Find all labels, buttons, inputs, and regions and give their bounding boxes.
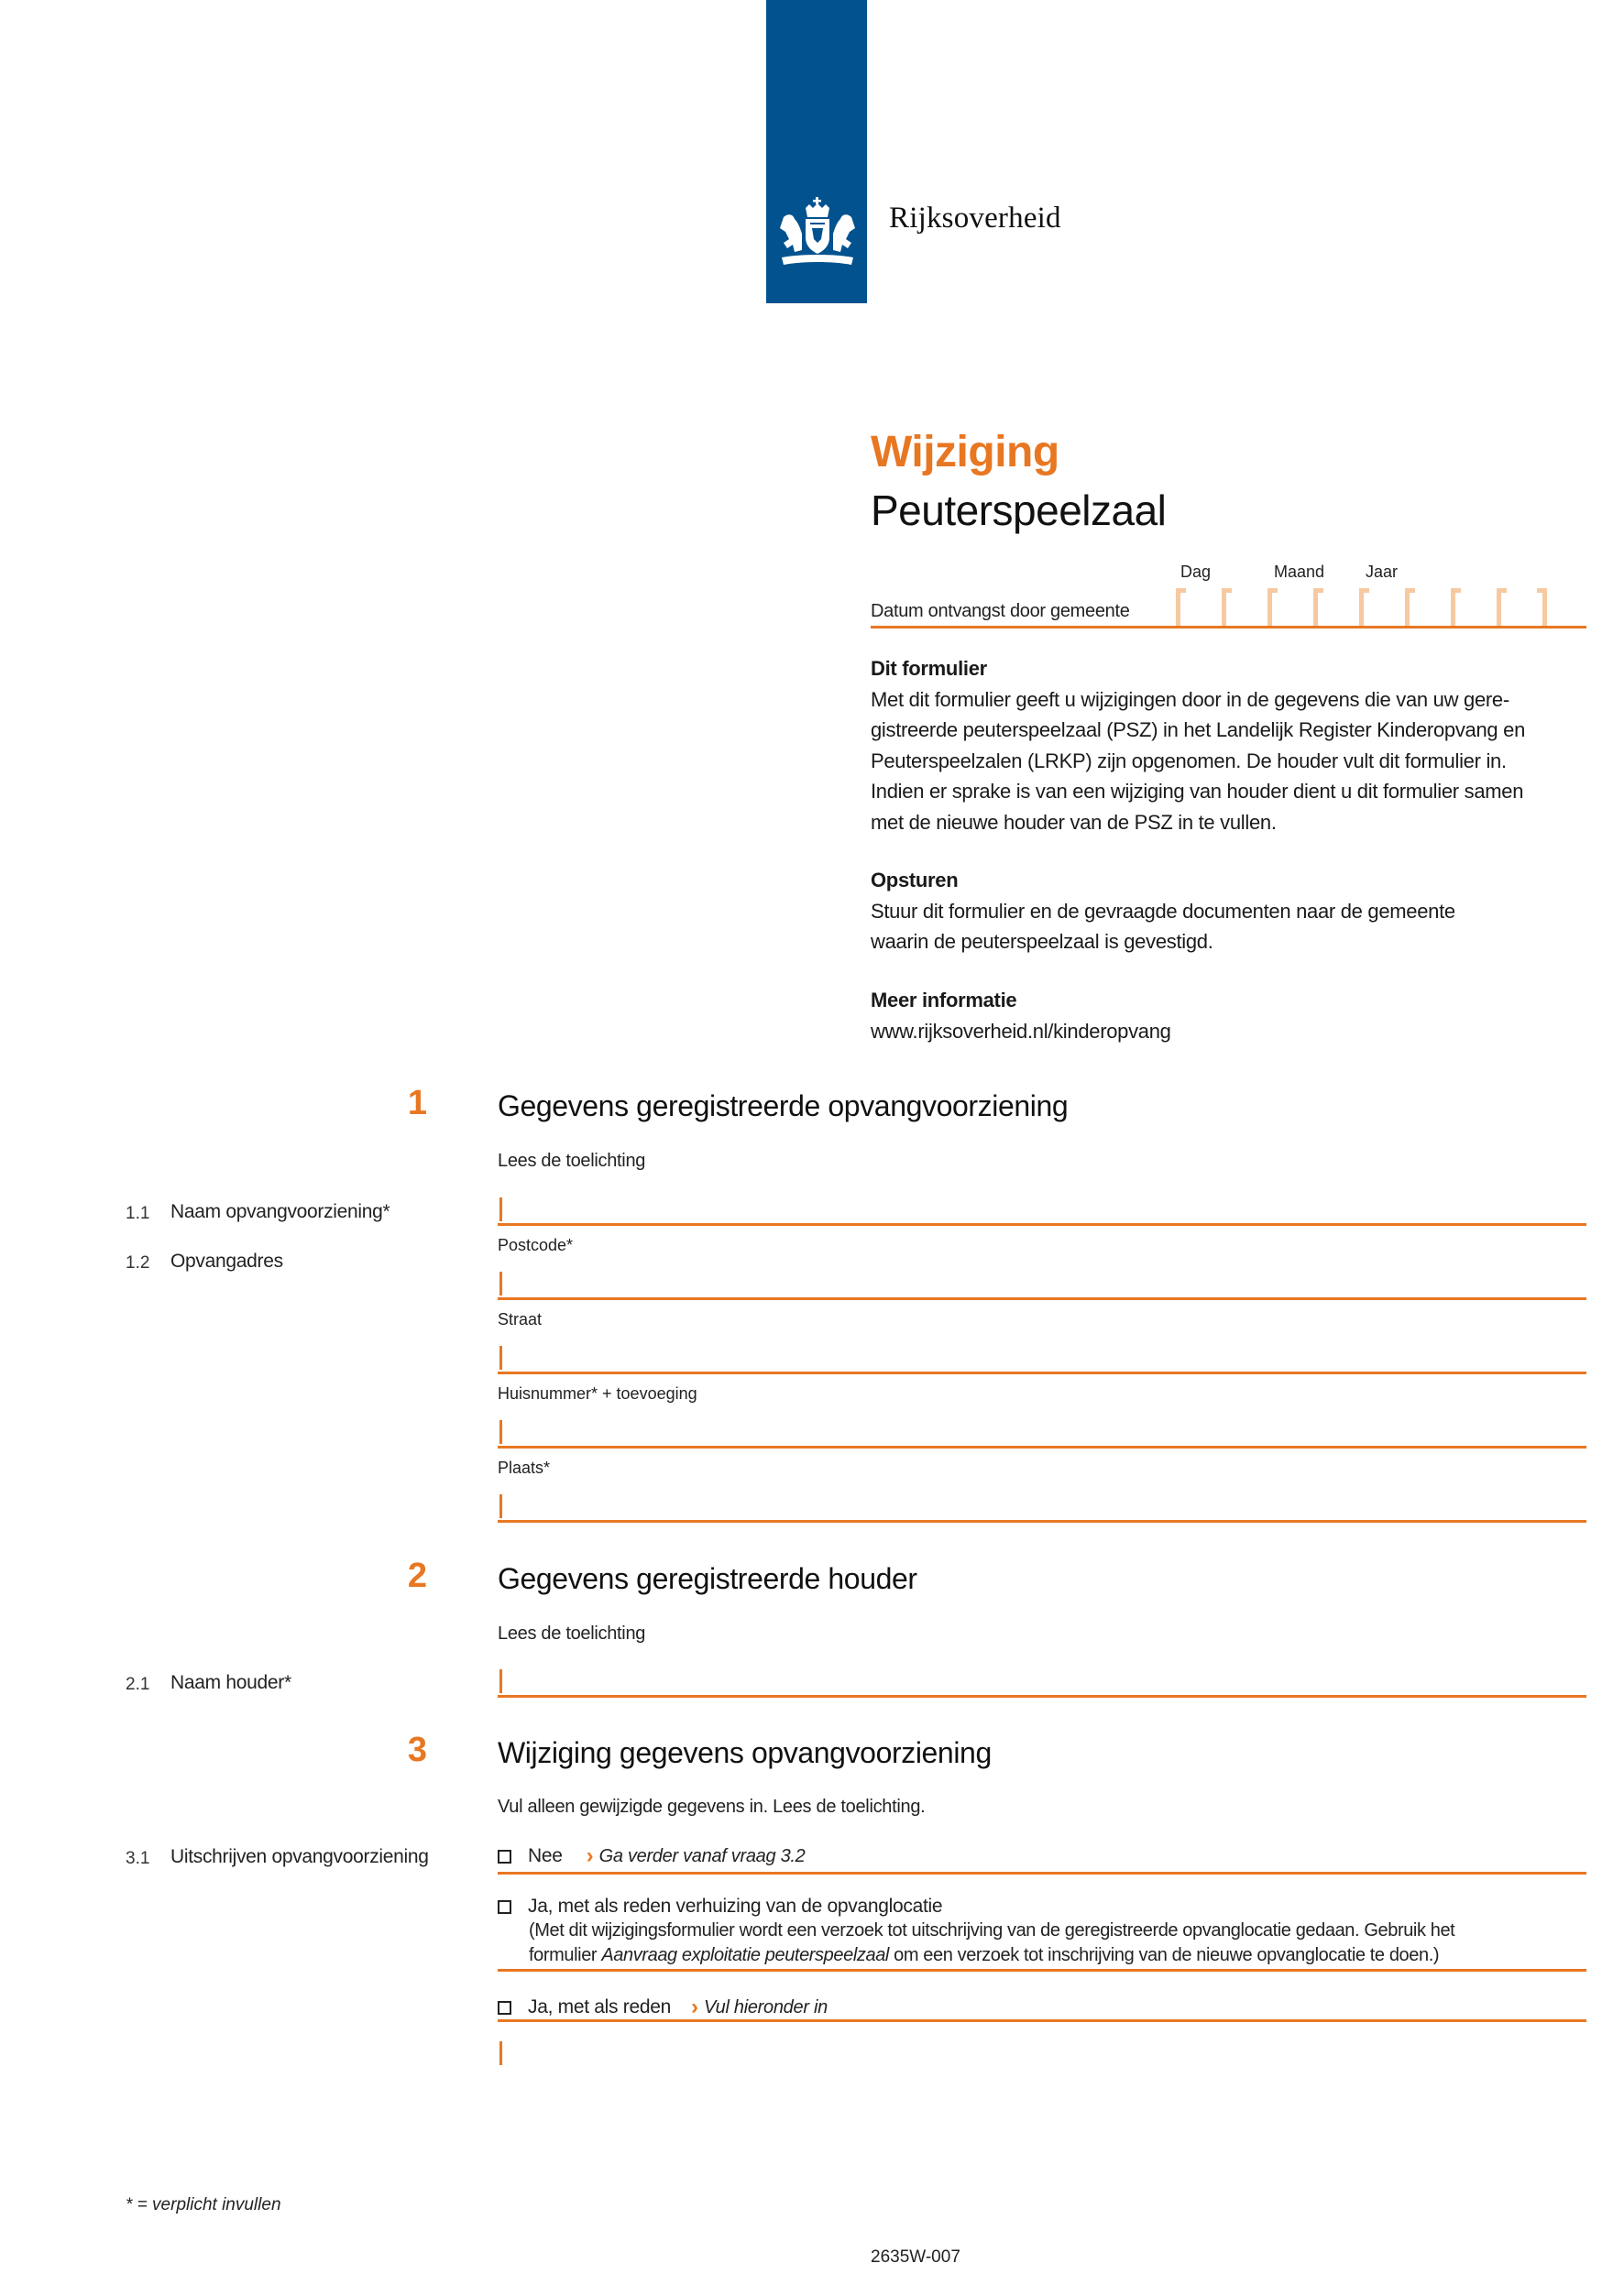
intro-form-text-line: Indien er sprake is van een wijziging van houder dient u dit formulier samen (871, 780, 1524, 803)
postcode-label: Postcode* (498, 1236, 574, 1254)
note-text: om een verzoek tot inschrijving van de nieuwe opvanglocatie te doen.) (888, 1945, 1440, 1965)
holder-name-input[interactable] (498, 1667, 1586, 1695)
date-underline (871, 626, 1586, 629)
option-nee[interactable] (498, 1842, 805, 1870)
document-code: 2635W-007 (871, 2247, 960, 2267)
field-underline (498, 1223, 1586, 1226)
date-month-label: Maand (1274, 563, 1325, 581)
intro-form-block (871, 653, 1595, 837)
option-ja-verhuizing[interactable] (498, 1893, 942, 1920)
date-day-input[interactable] (1176, 586, 1267, 627)
date-received-label: Datum ontvangst door gemeente (871, 601, 1130, 621)
field-marker (499, 1272, 502, 1296)
intro-send-text-line: waarin de peuterspeelzaal is gevestigd. (871, 930, 1213, 953)
reason-input[interactable] (498, 2039, 1586, 2072)
checkbox-nee[interactable] (498, 1850, 511, 1864)
intro-send-block (871, 865, 1595, 957)
facility-name-input[interactable] (498, 1196, 1586, 1223)
date-box-divider (1176, 588, 1180, 627)
field-marker (499, 1494, 502, 1518)
field-marker (499, 1669, 502, 1693)
field-underline (498, 1297, 1586, 1300)
question-number: 1.1 (126, 1204, 150, 1223)
house-number-input[interactable] (498, 1418, 1586, 1446)
city-input[interactable] (498, 1492, 1586, 1520)
option-label: Ja, met als reden (528, 1996, 671, 2017)
question-label: Uitschrijven opvangvoorziening (170, 1846, 429, 1867)
postcode-input[interactable] (498, 1270, 1586, 1297)
option-ja-reden[interactable] (498, 1994, 828, 2021)
date-box-divider (1313, 588, 1318, 627)
option-note-line (529, 1943, 1583, 1968)
intro-send-heading: Opsturen (871, 869, 959, 891)
street-input[interactable] (498, 1344, 1586, 1372)
section-title: Gegevens geregistreerde houder (498, 1562, 917, 1595)
date-month-input[interactable] (1267, 586, 1359, 627)
section-title: Gegevens geregistreerde opvangvoorziening (498, 1089, 1069, 1122)
date-box-divider (1405, 588, 1410, 627)
question-number: 3.1 (126, 1849, 150, 1868)
required-footnote: * = verplicht invullen (126, 2195, 281, 2214)
date-box-divider (1267, 588, 1272, 627)
intro-info-block (871, 985, 1595, 1046)
question-label: Naam houder* (170, 1672, 291, 1693)
chevron-right-icon: › (586, 1843, 594, 1868)
option-note-line: (Met dit wijzigingsformulier wordt een verzoek tot uitschrijving van de geregistreerde opvanglocatie gedaan. Gebruik het (529, 1920, 1455, 1941)
option-hint: Vul hieronder in (703, 1996, 828, 2017)
logo-text: Rijksoverheid (889, 202, 1061, 235)
form-title-primary: Wijziging (871, 428, 1059, 476)
intro-info-heading: Meer informatie (871, 989, 1017, 1011)
section-number: 3 (407, 1731, 427, 1769)
question-label: Naam opvangvoorziening* (170, 1201, 390, 1222)
field-underline (498, 1372, 1586, 1374)
info-link[interactable]: www.rijksoverheid.nl/kinderopvang (871, 1019, 1171, 1043)
coat-of-arms-icon (774, 197, 861, 270)
section-subtitle: Vul alleen gewijzigde gegevens in. Lees de toelichting. (498, 1797, 926, 1817)
option-note (529, 1919, 1583, 1968)
field-underline (498, 1695, 1586, 1698)
date-box-divider (1359, 588, 1364, 627)
intro-form-text-line: Met dit formulier geeft u wijzigingen door in de gegevens die van uw gere- (871, 687, 1509, 711)
option-underline (498, 1872, 1586, 1875)
question-number: 1.2 (126, 1253, 150, 1273)
intro-form-text-line: Peuterspeelzalen (LRKP) zijn opgenomen. De houder vult dit formulier in. (871, 749, 1507, 772)
date-box-divider (1542, 588, 1547, 627)
section-subtitle: Lees de toelichting (498, 1624, 646, 1644)
option-hint: Ga verder vanaf vraag 3.2 (598, 1845, 806, 1866)
date-box-divider (1222, 588, 1226, 627)
house-number-label: Huisnummer* + toevoeging (498, 1384, 697, 1403)
question-number: 2.1 (126, 1675, 150, 1694)
note-text: formulier (529, 1945, 602, 1965)
field-underline (498, 1520, 1586, 1523)
date-box-divider (1451, 588, 1455, 627)
intro-send-text-line: Stuur dit formulier en de gevraagde documenten naar de gemeente (871, 899, 1455, 923)
date-year-label: Jaar (1366, 563, 1399, 581)
chevron-right-icon: › (690, 1995, 698, 2019)
date-box-divider (1497, 588, 1501, 627)
section-title: Wijziging gegevens opvangvoorziening (498, 1736, 992, 1769)
field-underline (498, 1446, 1586, 1449)
date-year-input[interactable] (1359, 586, 1547, 627)
checkbox-ja-reden[interactable] (498, 2001, 511, 2015)
field-marker (499, 1197, 502, 1221)
intro-form-text-line: gistreerde peuterspeelzaal (PSZ) in het Landelijk Register Kinderopvang en (871, 718, 1526, 741)
option-label: Nee (528, 1845, 563, 1866)
option-underline (498, 2019, 1586, 2022)
street-label: Straat (498, 1310, 543, 1328)
field-marker (499, 1420, 502, 1444)
option-underline (498, 1969, 1586, 1972)
option-label: Ja, met als reden verhuizing van de opvanglocatie (528, 1896, 943, 1917)
intro-form-heading: Dit formulier (871, 657, 987, 680)
question-label: Opvangadres (170, 1251, 283, 1272)
intro-form-text-line: met de nieuwe houder van de PSZ in te vullen. (871, 810, 1277, 834)
section-number: 2 (407, 1557, 427, 1595)
field-marker (499, 2041, 502, 2065)
city-label: Plaats* (498, 1459, 551, 1477)
date-day-label: Dag (1180, 563, 1212, 581)
section-subtitle: Lees de toelichting (498, 1151, 646, 1171)
note-form-reference: Aanvraag exploitatie peuterspeelzaal (601, 1945, 889, 1965)
form-title-secondary: Peuterspeelzaal (871, 487, 1167, 534)
checkbox-ja-verhuizing[interactable] (498, 1900, 511, 1914)
field-marker (499, 1346, 502, 1370)
section-number: 1 (407, 1084, 427, 1122)
